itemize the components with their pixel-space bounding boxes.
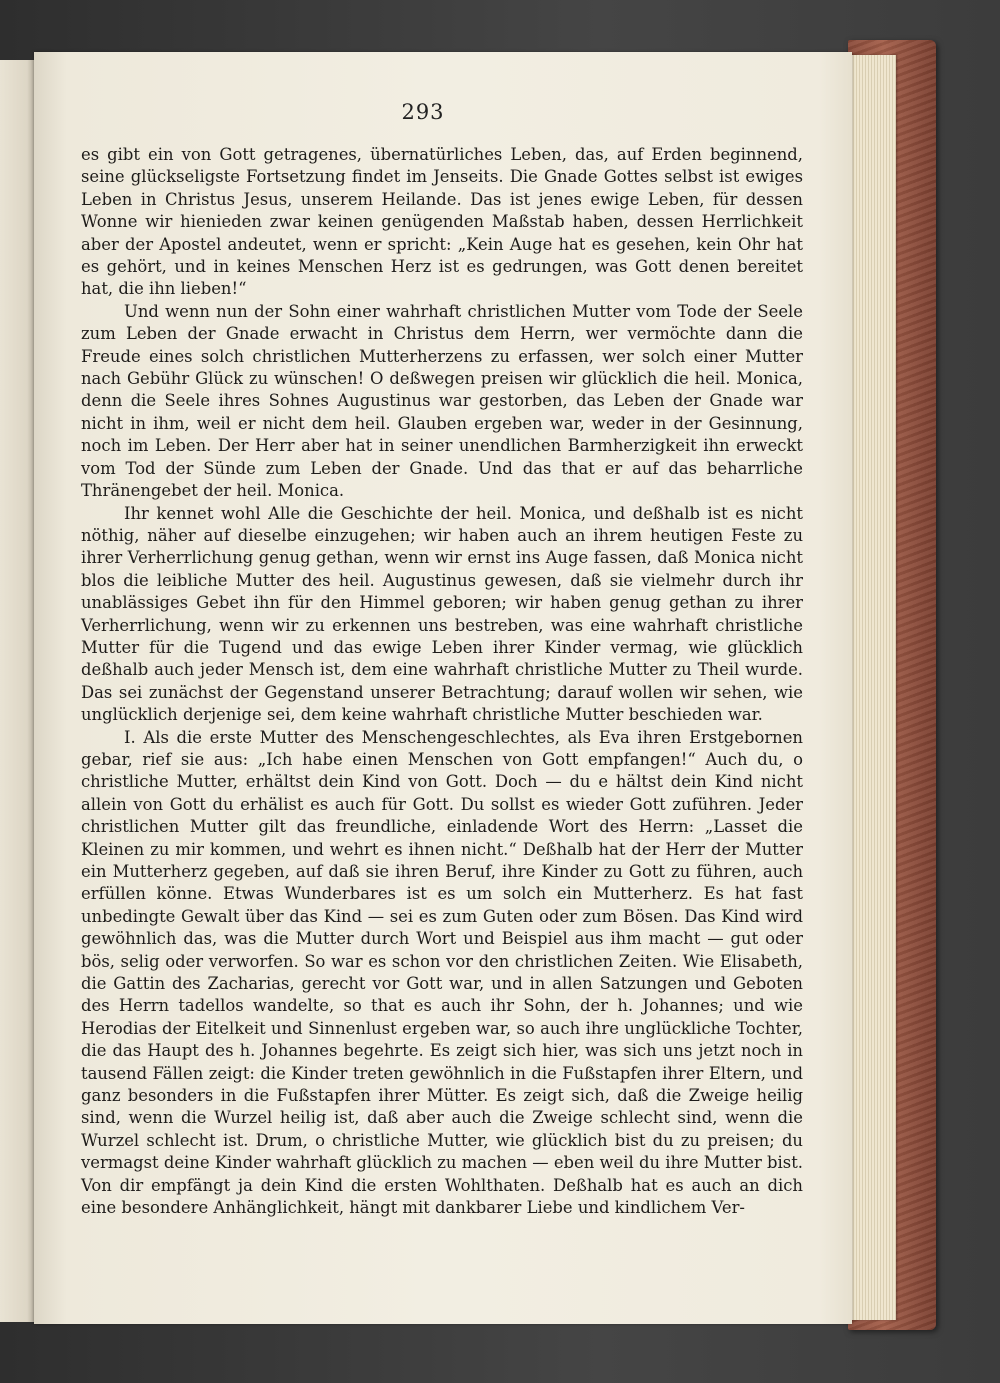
page-edges <box>848 55 896 1320</box>
left-page-edge <box>0 60 34 1322</box>
paragraph-4: I. Als die erste Mutter des Menschengeschlechtes, als Eva ihren Erstgebornen gebar, rief sie aus: „Ich habe einen Menschen von Gott empfangen!“ Auch du, o christliche Mutter, erhältst dein Kind von Gott. Doch — du e hältst dein Kind nicht allein von Gott du erhälist es auch für Gott. Du sollst es wieder Gott zuführen. Jeder christlichen Mutter gilt das freundliche, einladende Wort des Herrn: „Lasset die Kleinen zu mir kommen, und wehrt es ihnen nicht.“ Deßhalb hat der Herr der Mutter ein Mutterherz gegeben, auf daß sie ihren Beruf, ihre Kinder zu Gott zu führen, auch erfüllen könne. Etwas Wunderbares ist es um solch ein Mutterherz. Es hat fast unbedingte Gewalt über das Kind — sei es zum Guten oder zum Bösen. Das Kind wird gewöhnlich das, was die Mutter durch Wort und Beispiel aus ihm macht — gut oder bös, selig oder verworfen. So war es schon vor den christlichen Zeiten. Wie Elisabeth, die Gattin des Zacharias, gerecht vor Gott war, und in allen Satzungen und Geboten des Herrn tadellos wandelte, so that es auch ihr Sohn, der h. Johannes; und wie Herodias der Eitelkeit und Sinnenlust ergeben war, so auch ihre unglückliche Tochter, die das Haupt des h. Johannes begehrte. Es zeigt sich hier, was sich uns jetzt noch in tausend Fällen zeigt: die Kinder treten gewöhnlich in die Fußstapfen ihrer Eltern, und ganz besonders in die Fußstapfen ihrer Mütter. Es zeigt sich, daß die Zweige heilig sind, wenn die Wurzel heilig ist, daß aber auch die Zweige schlecht sind, wenn die Wurzel schlecht ist. Drum, o christliche Mutter, wie glücklich bist du zu preisen; du vermagst deine Kinder wahrhaft glücklich zu machen — eben weil du ihre Mutter bist. Von dir empfängt ja dein Kind die ersten Wohlthaten. Deßhalb hat es auch an dich eine besondere Anhänglichkeit, hängt mit dankbarer Liebe und kindlichem Ver- <box>81 727 803 1218</box>
paragraph-3: Ihr kennet wohl Alle die Geschichte der heil. Monica, und deßhalb ist es nicht nöthig, näher auf dieselbe einzugehen; wir haben auch an ihrem heutigen Feste zu ihrer Verherrlichung genug gethan, wenn wir ernst ins Auge fassen, daß Monica nicht blos die leibliche Mutter des heil. Augustinus gewesen, daß sie vielmehr durch ihr unablässiges Gebet ihn für den Himmel geboren; wir haben genug gethan zu ihrer Verherrlichung, wenn wir zu erkennen uns bestreben, was eine wahrhaft christliche Mutter für die Tugend und das ewige Leben ihrer Kinder vermag, wie glücklich deßhalb auch jeder Mensch ist, dem eine wahrhaft christliche Mutter zu Theil wurde. Das sei zunächst der Gegenstand unserer Betrachtung; darauf wollen wir sehen, wie unglücklich derjenige sei, dem keine wahrhaft christliche Mutter beschieden war. <box>81 503 803 725</box>
page-body <box>81 144 803 1220</box>
page-number: 293 <box>401 100 445 124</box>
paragraph-2: Und wenn nun der Sohn einer wahrhaft christlichen Mutter vom Tode der Seele zum Leben der Gnade erwacht in Christus dem Herrn, wer vermöchte dann die Freude eines solch christlichen Mutterherzens zu erfassen, wer solch einer Mutter nach Gebühr Glück zu wünschen! O deßwegen preisen wir glücklich die heil. Monica, denn die Seele ihres Sohnes Augustinus war gestorben, das Leben der Gnade war nicht in ihm, weil er nicht dem heil. Glauben ergeben war, weder in der Gesinnung, noch im Leben. Der Herr aber hat in seiner unendlichen Barmherzigkeit ihn erweckt vom Tod der Sünde zum Leben der Gnade. Und das that er auf das beharrliche Thränengebet der heil. Monica. <box>81 301 803 501</box>
paragraph-1: es gibt ein von Gott getragenes, übernatürliches Leben, das, auf Erden beginnend, seine glückseligste Fortsetzung findet im Jenseits. Die Gnade Gottes selbst ist ewiges Leben in Christus Jesus, unserem Heilande. Das ist jenes ewige Leben, für dessen Wonne wir hienieden zwar keinen genügenden Maßstab haben, dessen Herrlichkeit aber der Apostel andeutet, wenn er spricht: „Kein Auge hat es gesehen, kein Ohr hat es gehört, und in keines Menschen Herz ist es gedrungen, was Gott denen bereitet hat, die ihn lieben!“ <box>81 145 803 299</box>
book-page <box>34 52 852 1324</box>
